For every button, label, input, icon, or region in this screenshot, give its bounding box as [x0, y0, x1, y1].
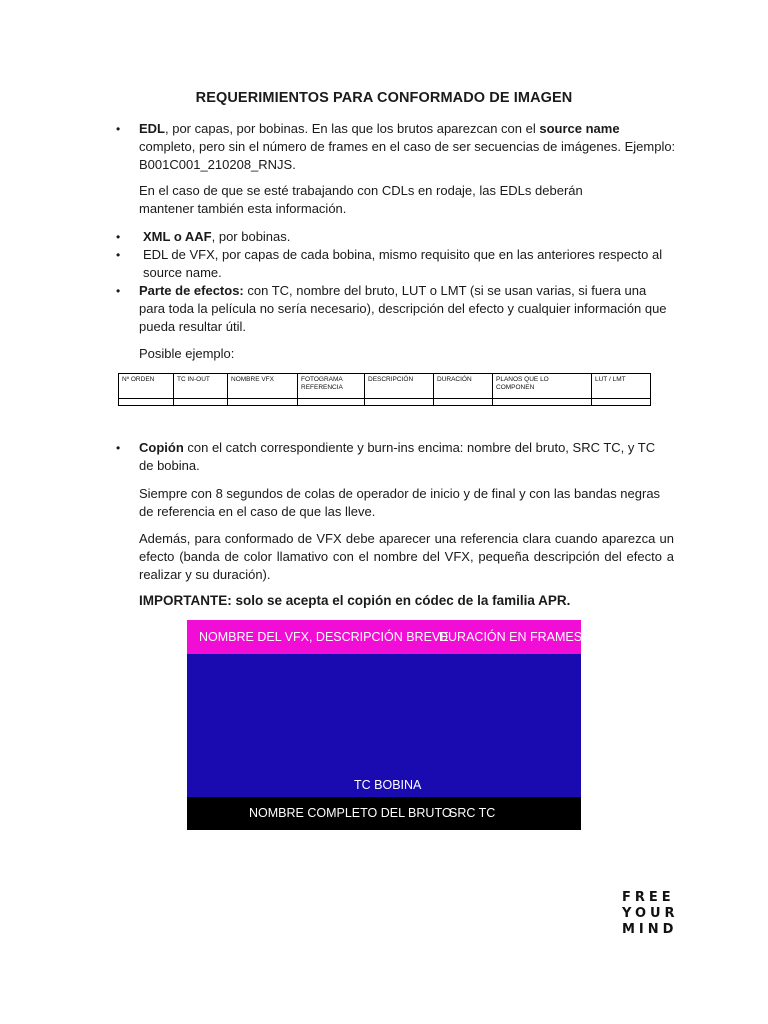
bullet-edl — [139, 120, 679, 174]
document-title: REQUERIMIENTOS PARA CONFORMADO DE IMAGEN — [195, 90, 573, 106]
table-cell — [434, 399, 493, 406]
xml-label: XML o AAF — [143, 229, 212, 244]
black-band — [187, 797, 581, 830]
copion-text: con el catch correspondiente y burn-ins encima: nombre del bruto, SRC TC, y TC de bobina. — [139, 440, 656, 473]
table-cell — [298, 399, 365, 406]
logo-line: MIND — [622, 922, 678, 937]
bullet-dot: • — [116, 230, 121, 244]
bullet-efectos — [139, 282, 669, 336]
effects-table — [118, 373, 651, 406]
logo-line: FREE — [622, 890, 675, 905]
efectos-text: con TC, nombre del bruto, LUT o LMT (si se usan varias, si fuera una para toda la película no sería necesario), descripción del efecto y cualquier información que pueda resultar útil. — [139, 283, 667, 334]
table-cell — [228, 399, 298, 406]
table-header-cell: FOTOGRAMA REFERENCIA — [298, 374, 365, 399]
edl-label: EDL — [139, 121, 165, 136]
table-header-cell: Nº ORDEN — [119, 374, 174, 399]
bullet-copion — [139, 439, 669, 475]
logo-line: YOUR — [622, 906, 679, 921]
free-your-mind-logo — [622, 890, 678, 938]
burnin-example — [187, 620, 581, 830]
vfx-color-band — [187, 620, 581, 654]
table-header-cell: DURACIÓN — [434, 374, 493, 399]
bullet-xml — [143, 228, 683, 246]
table-header-cell: NOMBRE VFX — [228, 374, 298, 399]
src-tc-label: SRC TC — [449, 806, 496, 820]
copion-label: Copión — [139, 440, 184, 455]
edl-text-1: , por capas, por bobinas. En las que los brutos aparezcan con el — [165, 121, 540, 136]
copion-vfx-paragraph: Además, para conformado de VFX debe aparecer una referencia clara cuando aparezca un efecto (banda de color llamativo con el nombre del VFX, pequeña descripción del efecto a realizar y su duración). — [139, 531, 674, 582]
table-header-cell: TC IN-OUT — [174, 374, 228, 399]
efectos-label: Parte de efectos: — [139, 283, 244, 298]
bullet-dot: • — [116, 122, 121, 136]
edl-text-2: completo, pero sin el número de frames en el caso de ser secuencias de imágenes. Ejemplo: B001C001_210208_RNJS. — [139, 139, 676, 172]
table-cell — [174, 399, 228, 406]
table-header-cell: PLANOS QUE LO COMPONEN — [493, 374, 592, 399]
important-note: IMPORTANTE: solo se acepta el copión en códec de la familia APR. — [139, 593, 571, 608]
clip-name-label: NOMBRE COMPLETO DEL BRUTO — [249, 806, 452, 820]
table-cell — [365, 399, 434, 406]
copion-colas-paragraph: Siempre con 8 segundos de colas de operador de inicio y de final y con las bandas negras de referencia en el caso de que las lleve. — [139, 486, 661, 519]
picture-area — [187, 654, 581, 797]
xml-text: , por bobinas. — [211, 229, 291, 244]
table-header-cell: LUT / LMT — [592, 374, 651, 399]
source-name-label: source name — [539, 121, 620, 136]
table-row — [119, 399, 651, 406]
table-header-row — [119, 374, 651, 399]
table-cell — [119, 399, 174, 406]
example-label: Posible ejemplo: — [139, 346, 235, 361]
edl-cdl-note: En el caso de que se esté trabajando con CDLs en rodaje, las EDLs deberán mantener también esta información. — [139, 183, 583, 216]
bullet-dot: • — [116, 248, 121, 262]
bullet-dot: • — [116, 441, 121, 455]
bullet-dot: • — [116, 284, 121, 298]
vfx-name-label: NOMBRE DEL VFX, DESCRIPCIÓN BREVE — [199, 630, 449, 644]
table-cell — [493, 399, 592, 406]
bullet-edl-vfx: EDL de VFX, por capas de cada bobina, mismo requisito que en las anteriores respecto al source name. — [143, 247, 663, 280]
table-cell — [592, 399, 651, 406]
table-header-cell: DESCRIPCIÓN — [365, 374, 434, 399]
tc-bobina-label: TC BOBINA — [354, 778, 422, 792]
vfx-duration-label: DURACIÓN EN FRAMES — [439, 630, 583, 644]
